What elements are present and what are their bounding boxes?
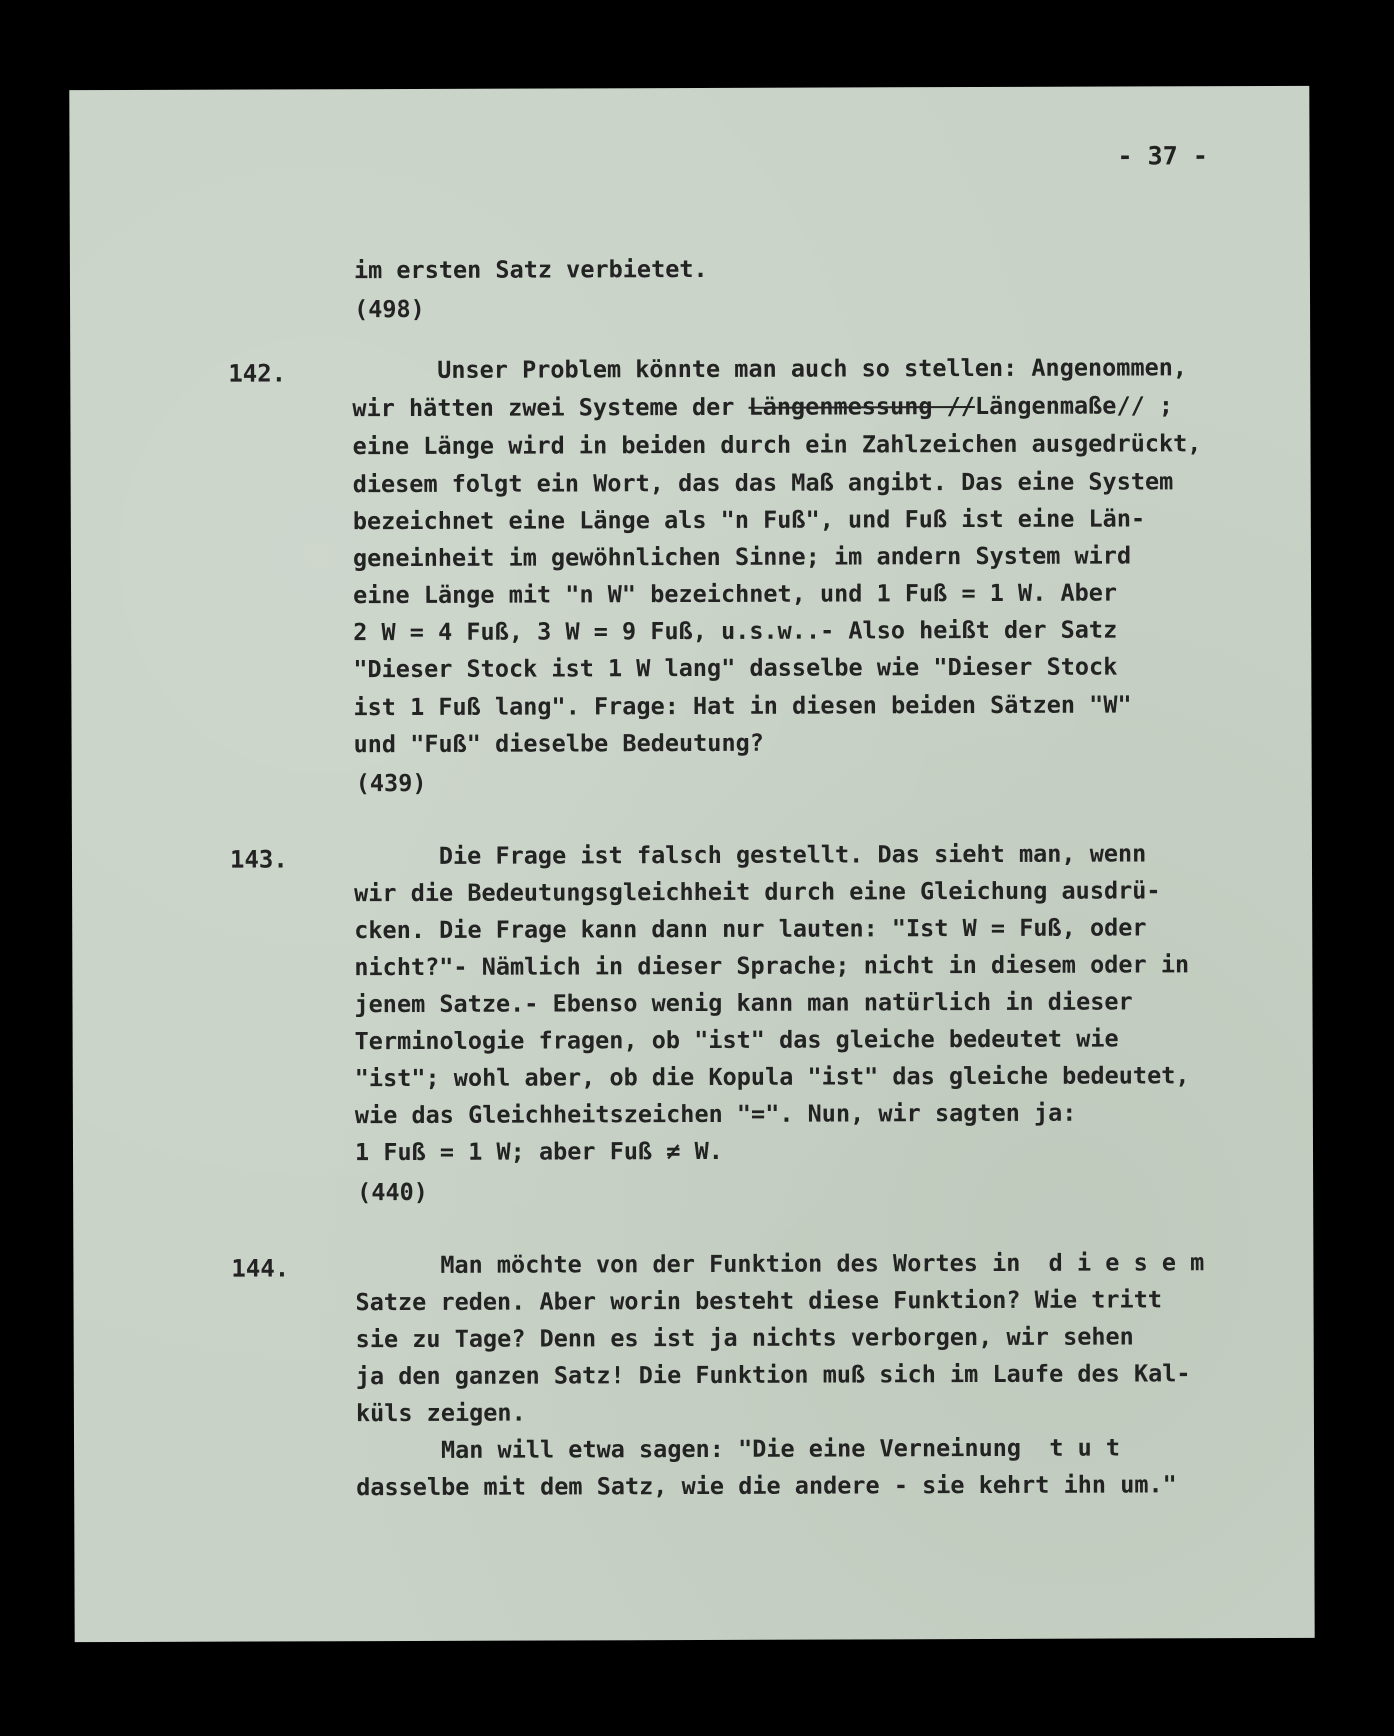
page-number: - 37 - bbox=[1117, 141, 1208, 171]
struck-word: Längenmessung // bbox=[748, 392, 975, 421]
s142-line-2-text: wir hätten zwei Systeme der Längenmessung //Längenmaße// ; bbox=[352, 391, 1174, 423]
s142-line-6: geneinheit im gewöhnlichen Sinne; im andern System wird bbox=[352, 541, 1132, 573]
s144-line-2: Satze reden. Aber worin besteht diese Funktion? Wie tritt bbox=[355, 1285, 1163, 1317]
s143-line-1: Die Frage ist falsch gestellt. Das sieht man, wenn bbox=[353, 839, 1147, 871]
s142-line-3: eine Länge wird in beiden durch ein Zahlzeichen ausgedrückt, bbox=[352, 429, 1202, 461]
s144-line-4: ja den ganzen Satz! Die Funktion muß sich im Laufe des Kal- bbox=[355, 1359, 1191, 1391]
intro-ref: (498) bbox=[354, 294, 425, 324]
s143-line-2: wir die Bedeutungsgleichheit durch eine Gleichung ausdrü- bbox=[354, 876, 1161, 908]
s144-line-1: Man möchte von der Funktion des Wortes in d i e s e m bbox=[355, 1248, 1205, 1280]
s142-line-9: "Dieser Stock ist 1 W lang" dasselbe wie "Dieser Stock bbox=[353, 652, 1118, 684]
s142-line-1: Unser Problem könnte man auch so stellen: Angenommen, bbox=[352, 353, 1188, 385]
typescript-page bbox=[69, 86, 1314, 1642]
s143-line-4: nicht?"- Nämlich in dieser Sprache; nicht in diesem oder in bbox=[354, 950, 1190, 982]
s142-line-11: und "Fuß" dieselbe Bedeutung? bbox=[353, 728, 764, 759]
s144-line-7: dasselbe mit dem Satz, wie die andere - sie kehrt ihn um." bbox=[356, 1470, 1177, 1502]
s143-line-8: wie das Gleichheitszeichen "=". Nun, wir sagten ja: bbox=[354, 1098, 1077, 1130]
s142-line-4: diesem folgt ein Wort, das das Maß angibt. Das eine System bbox=[352, 467, 1174, 499]
s143-line-3: cken. Die Frage kann dann nur lauten: "Ist W = Fuß, oder bbox=[354, 913, 1147, 945]
s142-line-10: ist 1 Fuß lang". Frage: Hat in diesen beiden Sätzen "W" bbox=[353, 690, 1132, 722]
s143-ref: (440) bbox=[357, 1177, 428, 1207]
section-number-143: 143. bbox=[229, 845, 288, 874]
s142-line-8: 2 W = 4 Fuß, 3 W = 9 Fuß, u.s.w..- Also heißt der Satz bbox=[353, 615, 1118, 647]
s143-line-6: Terminologie fragen, ob "ist" das gleiche bedeutet wie bbox=[354, 1024, 1119, 1056]
intro-line-1: im ersten Satz verbietet. bbox=[353, 254, 708, 285]
section-number-142: 142. bbox=[228, 359, 287, 388]
s142-ref: (439) bbox=[355, 768, 427, 798]
s143-line-5: jenem Satze.- Ebenso wenig kann man natürlich in dieser bbox=[354, 987, 1133, 1019]
s142-line-2 bbox=[352, 391, 1174, 423]
section-number-144: 144. bbox=[231, 1254, 290, 1283]
s144-line-6: Man will etwa sagen: "Die eine Verneinung t u t bbox=[355, 1433, 1121, 1465]
s143-line-9: 1 Fuß = 1 W; aber Fuß ≠ W. bbox=[354, 1136, 723, 1167]
s143-line-7: "ist"; wohl aber, ob die Kopula "ist" das gleiche bedeutet, bbox=[354, 1061, 1190, 1093]
s144-line-3: sie zu Tage? Denn es ist ja nichts verborgen, wir sehen bbox=[355, 1322, 1134, 1354]
s142-line-7: eine Länge mit "n W" bezeichnet, und 1 Fuß = 1 W. Aber bbox=[353, 578, 1118, 610]
s144-line-5: küls zeigen. bbox=[355, 1398, 526, 1428]
s142-line-5: bezeichnet eine Länge als "n Fuß", und Fuß ist eine Län- bbox=[352, 504, 1146, 536]
